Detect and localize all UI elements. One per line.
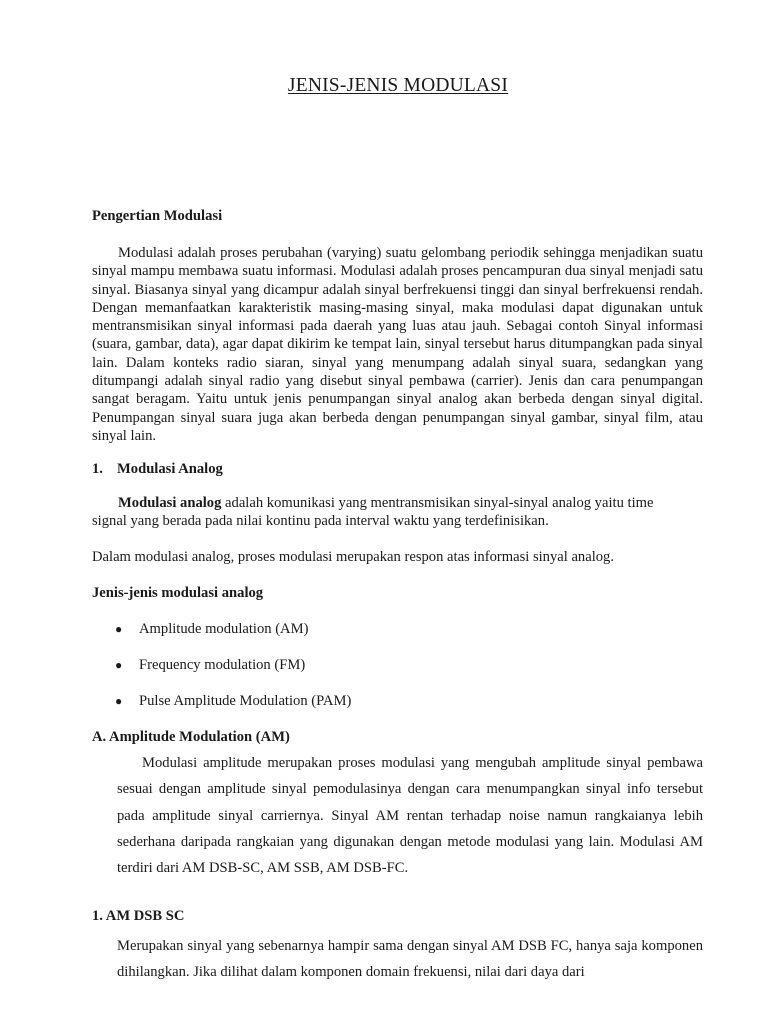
section-heading-pengertian: Pengertian Modulasi <box>92 208 223 224</box>
page-title: JENIS-JENIS MODULASI <box>287 75 509 96</box>
paragraph-am: Modulasi amplitude merupakan proses modulasi yang mengubah amplitude sinyal pembawa sesuai dengan amplitude sinyal pemodulasinya dengan cara menumpangkan sinyal info tersebut pada amplitude sinyal carriernya. Sinyal AM rentan terhadap noise namun rangkaianya lebih sederhana daripada rangkaian yang digunakan dengan metode modulasi yang lain. Modulasi AM terdiri dari AM DSB-SC, AM SSB, AM DSB-FC. <box>117 755 703 877</box>
analog-intro-rest: adalah komunikasi yang mentransmisikan sinyal-sinyal analog yaitu time <box>221 495 654 511</box>
paragraph-pengertian: Modulasi adalah proses perubahan (varying) suatu gelombang periodik sehingga menjadikan suatu sinyal mampu membawa suatu informasi. Modulasi adalah proses pencampuran dua sinyal menjadi satu sinyal. Biasanya sinyal yang dicampur adalah sinyal berfrekuensi tinggi dan sinyal berfrekuensi rendah. Dengan memanfaatkan karakteristik masing-masing sinyal, maka modulasi dapat digunakan untuk mentransmisikan sinyal informasi pada daerah yang luas atau jauh. Sebagai contoh Sinyal informasi (suara, gambar, data), agar dapat dikirim ke tempat lain, sinyal tersebut harus ditumpangkan pada sinyal lain. Dalam konteks radio siaran, sinyal yang menumpang adalah sinyal suara, sedangkan yang ditumpangi adalah sinyal radio yang disebut sinyal pembawa (carrier). Jenis dan cara penumpangan sangat beragam. Yaitu untuk jenis penumpangan sinyal analog akan berbeda dengan sinyal digital. Penumpangan sinyal suara juga akan berbeda dengan penumpangan sinyal gambar, sinyal film, atau sinyal lain. <box>92 245 703 444</box>
bullet-icon: ● <box>115 622 123 636</box>
list-item-label: Pulse Amplitude Modulation (PAM) <box>139 693 352 709</box>
list-item-label: Amplitude modulation (AM) <box>139 621 309 637</box>
section-number-analog: 1. <box>92 461 103 477</box>
section-heading-analog: Modulasi Analog <box>117 461 223 477</box>
subheading-analog-types: Jenis-jenis modulasi analog <box>92 585 264 601</box>
analog-term: Modulasi analog <box>118 495 222 511</box>
bullet-icon: ● <box>115 694 123 708</box>
paragraph-analog-intro-line2: signal yang berada pada nilai kontinu pada interval waktu yang terdefinisikan. <box>92 513 549 529</box>
list-item-label: Frequency modulation (FM) <box>139 657 306 673</box>
section-heading-am: A. Amplitude Modulation (AM) <box>92 729 290 745</box>
paragraph-analog-intro-line1 <box>118 494 653 512</box>
section-heading-dsb-sc: 1. AM DSB SC <box>92 908 185 924</box>
paragraph-analog-process: Dalam modulasi analog, proses modulasi merupakan respon atas informasi sinyal analog. <box>92 549 615 565</box>
bullet-icon: ● <box>115 658 123 672</box>
paragraph-dsb-sc: Merupakan sinyal yang sebenarnya hampir sama dengan sinyal AM DSB FC, hanya saja komponen dihilangkan. Jika dilihat dalam komponen domain frekuensi, nilai dari daya dari <box>117 938 703 981</box>
